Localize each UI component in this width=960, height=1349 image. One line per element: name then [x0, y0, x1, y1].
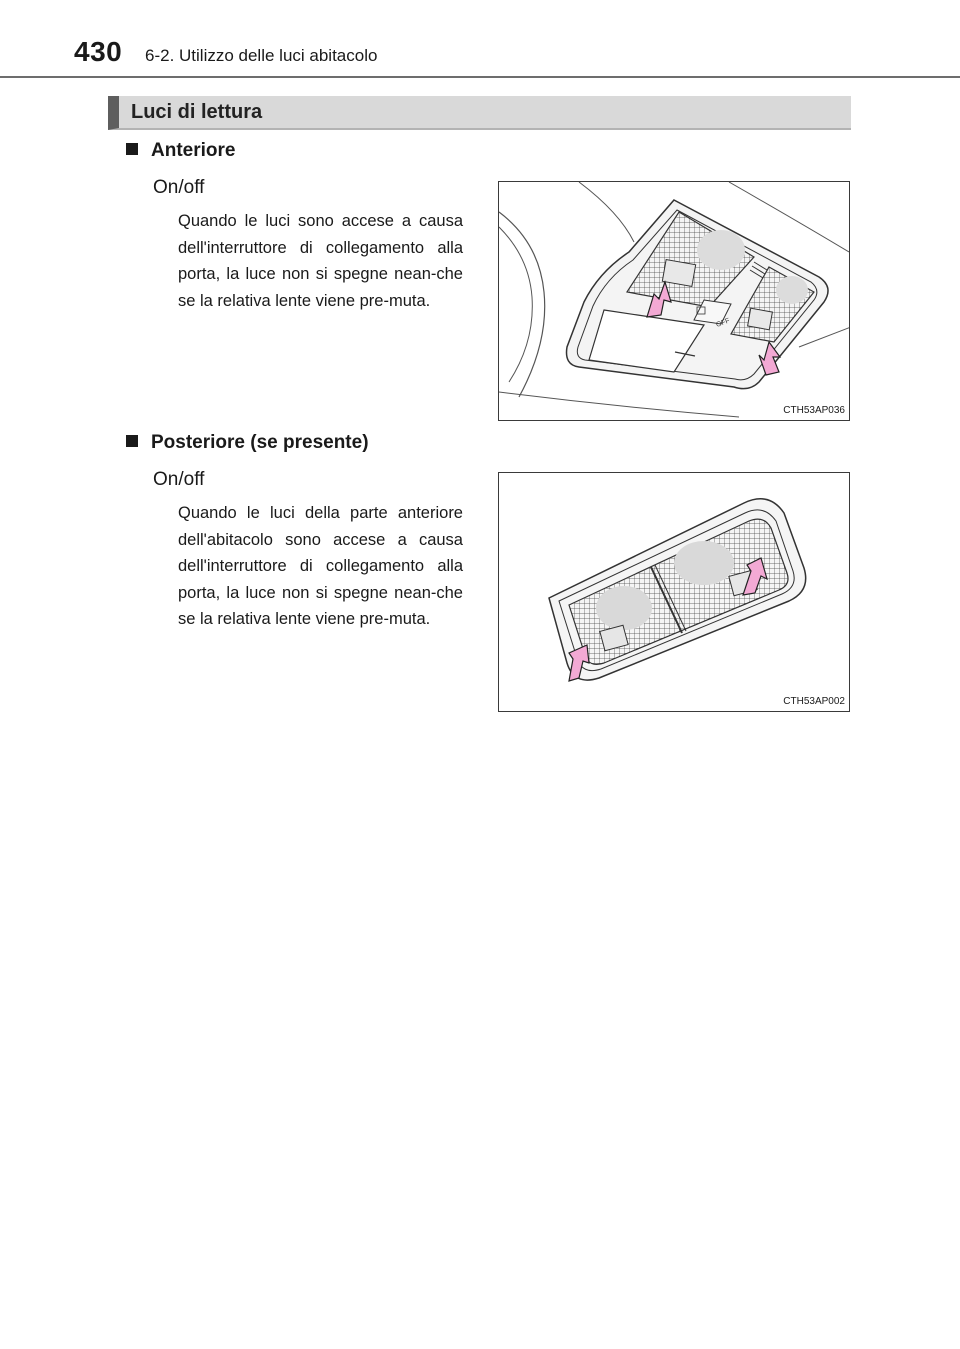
front-console-illustration — [499, 182, 850, 421]
section-title: Luci di lettura — [131, 101, 263, 123]
front-heading-text: Anteriore — [151, 140, 236, 161]
rear-description: Quando le luci della parte anteriore dell'abitacolo sono accese a causa dell'interruttore di collegamento alla porta, la luce non si spegne nean-che se la relativa lente viene pre-muta. — [178, 504, 463, 628]
square-bullet-icon — [126, 435, 138, 447]
front-label: On/off — [153, 177, 205, 198]
header-rule — [0, 76, 960, 78]
figure-code: CTH53AP002 — [783, 696, 845, 707]
rear-reading-light-figure — [498, 472, 850, 712]
rear-light-illustration — [499, 473, 850, 712]
rear-heading-text: Posteriore (se presente) — [151, 432, 369, 453]
page-number: 430 — [74, 36, 123, 67]
figure-code: CTH53AP036 — [783, 405, 845, 416]
square-bullet-icon — [126, 143, 138, 155]
running-head: 6-2. Utilizzo delle luci abitacolo — [145, 46, 378, 65]
front-description: Quando le luci sono accese a causa dell'interruttore di collegamento alla porta, la luce non si spegne nean-che se la relativa lente viene pre-muta. — [178, 212, 463, 310]
off-switch-label: OFF — [715, 317, 731, 329]
rear-label: On/off — [153, 469, 205, 490]
section-header — [108, 96, 851, 130]
front-heading — [126, 140, 235, 162]
rear-heading — [126, 432, 369, 454]
front-reading-light-figure — [498, 181, 850, 421]
